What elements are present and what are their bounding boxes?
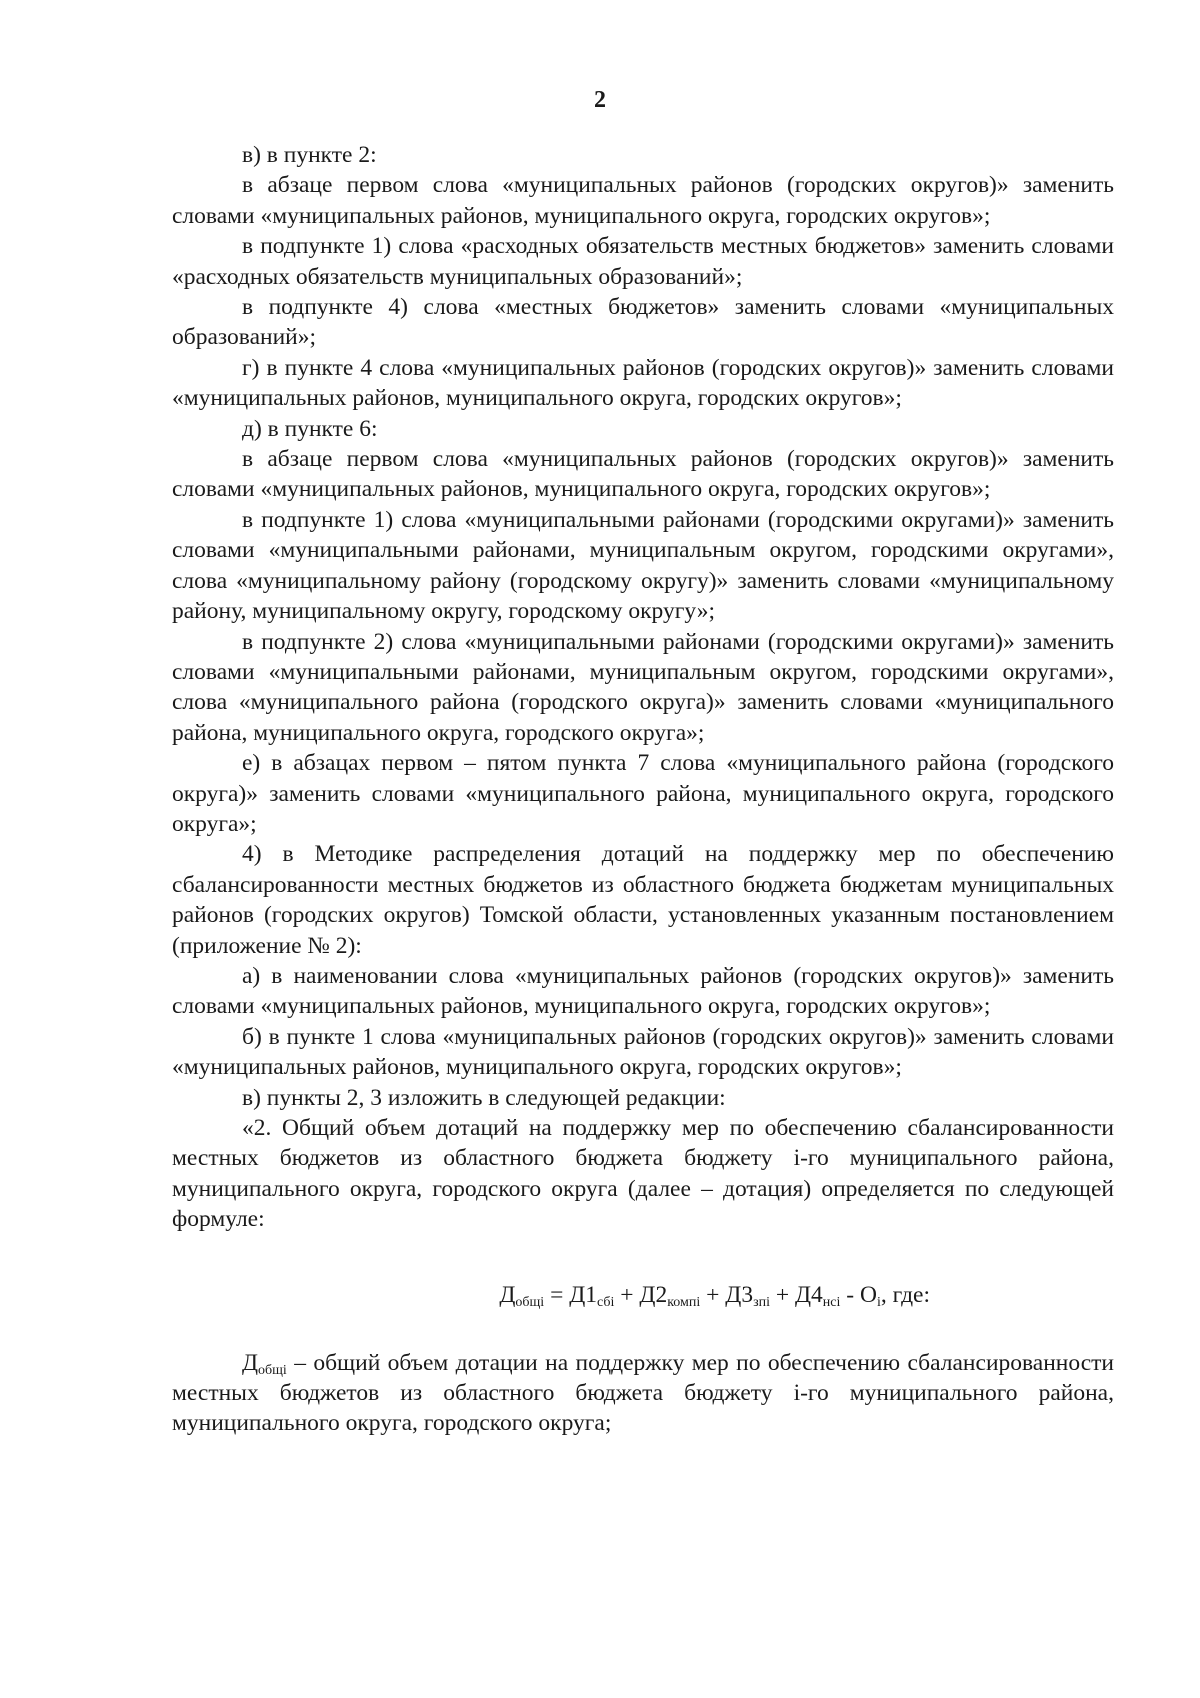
paragraph: в) в пункте 2: — [242, 142, 377, 168]
document-body — [172, 140, 1114, 1439]
formula-term: Д1 — [569, 1281, 597, 1308]
page-number: 2 — [594, 87, 606, 113]
definition-symbol-subscript: общi — [258, 1362, 287, 1378]
paragraph: в подпункте 4) слова «местных бюджетов» заменить словами «муниципальных образований»; — [172, 294, 1114, 351]
paragraph: 4) в Методике распределения дотаций на поддержку мер по обеспечению сбалансированности местных бюджетов из областного бюджета бюджетам муниципальных районов (городских округов) Томской области, установленных указанным постановлением (приложение № 2): — [172, 841, 1114, 959]
formula-plus: + — [700, 1281, 726, 1308]
paragraph: в подпункте 1) слова «расходных обязательств местных бюджетов» заменить словами «расходных обязательств муниципальных образований»; — [172, 233, 1114, 290]
formula-term: О — [859, 1281, 877, 1308]
formula-term-subscript: компi — [667, 1294, 701, 1310]
formula-term-subscript: i — [876, 1294, 881, 1310]
formula-plus: + — [614, 1281, 640, 1308]
definition-symbol: Д — [242, 1349, 259, 1376]
paragraph: в подпункте 1) слова «муниципальными районами (городскими округами)» заменить словами «муниципальными районами, муниципальным округом, городскими округами», слова «муниципальному району (городскому округу)» заменить словами «муниципальному району, муниципальному округу, городскому округу»; — [172, 506, 1114, 625]
paragraph: в подпункте 2) слова «муниципальными районами (городскими округами)» заменить словами «муниципальными районами, муниципальным округом, городскими округами», слова «муниципального района (городского округа)» заменить словами «муниципального района, муниципального округа, городского округа»; — [172, 628, 1114, 746]
definition-text: – общий объем дотации на поддержку мер по обеспечению сбалансированности местных бюджетов из областного бюджета бюджету i-го муниципального района, муниципального округа, городского округа; — [172, 1349, 1114, 1437]
paragraph: в абзаце первом слова «муниципальных районов (городских округов)» заменить словами «муниципальных районов, муниципального округа, городских округов»; — [172, 446, 1114, 503]
paragraph: б) в пункте 1 слова «муниципальных районов (городских округов)» заменить словами «муниципальных районов, муниципального округа, городских округов»; — [172, 1023, 1114, 1081]
dotation-formula — [172, 1280, 1114, 1310]
formula-term: Д2 — [639, 1281, 668, 1308]
formula-term-subscript: нсi — [822, 1294, 841, 1310]
formula-plus: + — [770, 1281, 796, 1308]
formula-lhs: Д — [499, 1281, 516, 1308]
formula-term: Д4 — [795, 1281, 823, 1308]
formula-minus: - — [840, 1281, 860, 1308]
paragraph: г) в пункте 4 слова «муниципальных районов (городских округов)» заменить словами «муниципальных районов, муниципального округа, городских округов»; — [172, 354, 1114, 412]
formula-tail: , где: — [880, 1281, 930, 1308]
paragraph: а) в наименовании слова «муниципальных районов (городских округов)» заменить словами «муниципальных районов, муниципального округа, городских округов»; — [172, 962, 1114, 1020]
formula-term-subscript: зпi — [753, 1294, 770, 1310]
formula-lhs-subscript: общi — [515, 1294, 545, 1310]
paragraph: е) в абзацах первом – пятом пункта 7 слова «муниципального района (городского округа)» заменить словами «муниципального района, муниципального округа, городского округа»; — [172, 750, 1114, 837]
formula-definition — [172, 1348, 1114, 1439]
paragraph: в) пункты 2, 3 изложить в следующей редакции: — [242, 1084, 726, 1111]
formula-equals: = — [544, 1281, 570, 1308]
formula-term-subscript: сбi — [597, 1294, 615, 1310]
paragraph: д) в пункте 6: — [242, 415, 378, 442]
formula-term: Д3 — [725, 1281, 754, 1308]
paragraph: в абзаце первом слова «муниципальных районов (городских округов)» заменить словами «муниципальных районов, муниципального округа, городских округов»; — [172, 172, 1114, 229]
paragraph: «2. Общий объем дотаций на поддержку мер по обеспечению сбалансированности местных бюджетов из областного бюджета бюджету i-го муниципального района, муниципального округа, городского округа (далее – дотация) определяется по следующей формуле: — [172, 1115, 1114, 1233]
